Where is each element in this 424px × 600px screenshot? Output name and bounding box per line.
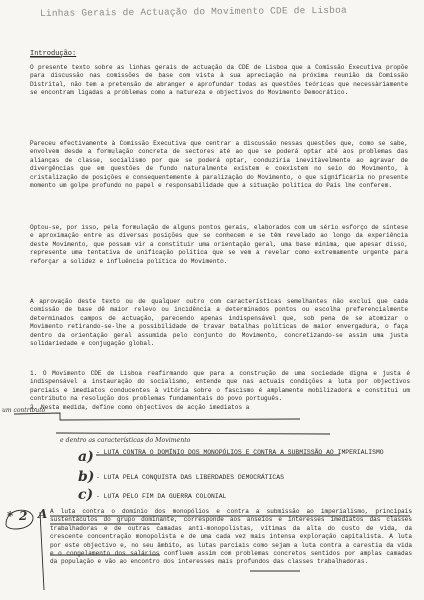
- insert-underline: [56, 433, 330, 434]
- objective-c-text: - LUTA PELO FIM DA GUERRA COLONIAL: [96, 493, 227, 500]
- number-mark: 2: [19, 509, 28, 523]
- objective-b-text: - LUTA PELA CONQUISTA DAS LIBERDADES DEMOCRÁTICAS: [96, 474, 284, 481]
- document-title: Linhas Gerais de Actuação do Movimento CDE de Lisboa: [39, 4, 347, 19]
- letter-mark: A: [38, 507, 48, 521]
- intro-heading: Introdução:: [30, 50, 77, 58]
- margin-bracket: [14, 413, 300, 420]
- paragraph-1: O presente texto sobre as linhas gerais de actuação da CDE de Lisboa que a Comissão Executiva propõe para discussão nas comissões de base com vista à sua apreciação na próxima reunião da Comissão Distrital, não tem a pretensão de abranger e aprofundar todas as questões teóricas que necessàriamente se encontram ligadas a problemas como a natureza e objectivos do Movimento Democrático.: [30, 64, 412, 97]
- paragraph-2: Pareceu efectivamente à Comissão Executiva que centrar a discussão nessas questões que, como se sabe, envolvem desde a formulação concreta de sectores até ao que se poderá optar até aos problemas das alianças de classe, socialismo por que se poderá optar, conduziria inevitàvelmente ao agravar de divergências que em questões de fundo naturalmente existem e coexistem no seio do Movimento, à cristalização de posições e consequentemente à paralização do Movimento, o que significaria no presente momento um golpe profundo no papel e responsabilidade que a situação política do País lhe conferem.: [30, 140, 412, 190]
- objective-b-mark: b): [78, 469, 95, 485]
- objective-c-mark: c): [78, 487, 94, 503]
- circle-mark: [6, 510, 33, 529]
- left-margin-line: [40, 512, 44, 590]
- objective-a-mark: a): [78, 449, 94, 465]
- paragraph-3: Optou-se, por isso, pela formulação de alguns pontos gerais, elaborados com um sério esforço de síntese e aproximação entre as diversas posições que se conhecem e se têm revelado ao longo da experiência deste Movimento, que possam vir a constituir uma orientação geral, uma base mínima, que apesar disso, represente uma tentativa de unificação política que se vem a revelar como extremamente urgente para reforçar a solidez e influência política do Movimento.: [30, 224, 412, 265]
- paragraph-5-numbered: 1. O Movimento CDE de Lisboa reafirmando que para a construção de uma sociedade digna e justa é indispensável a instauração do socialismo, entende que nas actuais condições a luta por objectivos parciais e imediatos conducentes à vitória sobre o fascismo é amplamente mobilizadora e constitui um contributo na resolução dos problemas fundamentais do povo português. 2. Nesta medida, define como objectivos de acção imediatos a: [30, 370, 410, 411]
- paragraph-4: A aprovação deste texto ou de qualquer outro com características semelhantes não exclui que cada comissão de base dê maior relevo ou incidência a determinados pontos ou escolha preferencialmente determinados campos de actuação, parecendo apenas indispensável que, sob pena de se atomizar o Movimento retirando-se-lhe a possibilidade de travar batalhas políticas de maior envergadura, o faça dentro da orientação geral assumida pelo conjunto do Movimento, concretizando-se assim uma justa solidariedade e conjugação global.: [30, 298, 412, 348]
- star-mark: *: [7, 509, 14, 523]
- handwritten-insert-note: e dentro as características do Movimento: [60, 437, 191, 444]
- closing-paragraph: A luta contra o domínio dos monopólios e contra a submissão ao imperialismo, principais sustentáculos do grupo dominante, corresponde aos anseios e interesses imediatos das classes trabalhadoras e de outras camadas anti-monopolistas, vítimas da alta do custo de vida, da crescente concentração monopolista e de uma cada vez mais intensa exploração capitalista. A luta por este objectivo e, no seu âmbito, as lutas parciais como sejam a luta contra a carestia da vida e o congelamento dos salários confluem assim com problemas concretos sentidos por amplas camadas da população e vão ao encontro dos interesses mais profundos das classes trabalhadoras.: [50, 508, 416, 566]
- objective-a-text: - LUTA CONTRA O DOMÍNIO DOS MONOPÓLIOS E CONTRA A SUBMISSÃO AO IMPERIALISMO: [96, 449, 384, 456]
- handwritten-margin-note: um contributo: [2, 407, 46, 414]
